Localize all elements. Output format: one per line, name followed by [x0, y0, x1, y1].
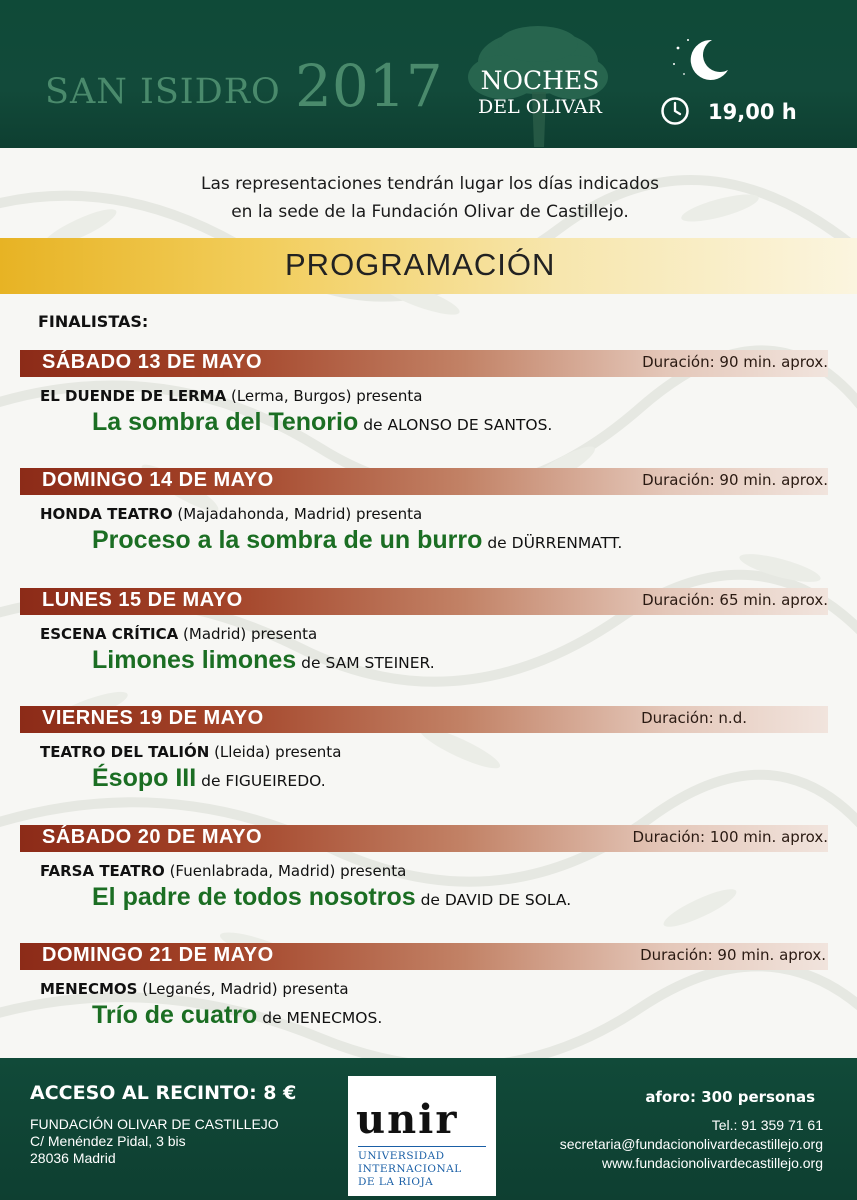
- event-date: SÁBADO 13 DE MAYO: [42, 351, 263, 373]
- unir-logo: [348, 1076, 496, 1196]
- play-author: de MENECMOS.: [262, 1009, 383, 1027]
- intro-line-2: en la sede de la Fundación Olivar de Castillejo.: [231, 202, 629, 222]
- company-location: (Lerma, Burgos) presenta: [230, 387, 423, 405]
- logo-subtitle: DEL OLIVAR: [478, 96, 602, 118]
- unir-line-2: INTERNACIONAL: [358, 1163, 462, 1175]
- unir-line-1: UNIVERSIDAD: [358, 1150, 445, 1162]
- street-address: C/ Menéndez Pidal, 3 bis: [30, 1133, 186, 1149]
- event-item: [0, 706, 857, 816]
- play-author: de FIGUEIREDO.: [201, 772, 326, 790]
- intro-text: [130, 170, 730, 226]
- event-date: SÁBADO 20 DE MAYO: [42, 826, 263, 848]
- company-name: ESCENA CRÍTICA: [40, 625, 179, 643]
- play-line: [92, 883, 571, 912]
- unir-divider: [358, 1146, 486, 1147]
- event-duration: Duración: n.d.: [641, 709, 747, 727]
- company-location: (Leganés, Madrid) presenta: [142, 980, 349, 998]
- organization-name: FUNDACIÓN OLIVAR DE CASTILLEJO: [30, 1116, 279, 1132]
- play-title: Proceso a la sombra de un burro: [92, 526, 483, 554]
- company-line: [40, 625, 317, 643]
- company-location: (Majadahonda, Madrid) presenta: [177, 505, 423, 523]
- header-banner: [0, 0, 857, 148]
- event-item: [0, 943, 857, 1053]
- play-line: [92, 1001, 382, 1030]
- play-line: [92, 764, 326, 793]
- play-line: [92, 646, 435, 675]
- company-location: (Madrid) presenta: [183, 625, 318, 643]
- event-duration: Duración: 100 min. aprox.: [632, 828, 828, 846]
- company-line: [40, 862, 406, 880]
- event-item: [0, 468, 857, 578]
- event-duration: Duración: 65 min. aprox.: [642, 591, 828, 609]
- play-line: [92, 526, 622, 555]
- company-name: TEATRO DEL TALIÓN: [40, 743, 210, 761]
- clock-icon: [660, 96, 690, 126]
- email-link[interactable]: secretaria@fundacionolivardecastillejo.org: [559, 1136, 823, 1152]
- company-location: (Fuenlabrada, Madrid) presenta: [169, 862, 407, 880]
- event-date: DOMINGO 14 DE MAYO: [42, 469, 274, 491]
- event-item: [0, 825, 857, 935]
- contact-block: [560, 1116, 823, 1173]
- company-line: [40, 980, 349, 998]
- play-title: Ésopo III: [92, 764, 197, 792]
- start-time: 19,00 h: [708, 100, 797, 124]
- event-date: DOMINGO 21 DE MAYO: [42, 944, 274, 966]
- play-title: La sombra del Tenorio: [92, 408, 359, 436]
- play-title: Trío de cuatro: [92, 1001, 258, 1029]
- play-title: El padre de todos nosotros: [92, 883, 416, 911]
- company-line: [40, 743, 341, 761]
- play-author: de DAVID DE SOLA.: [420, 891, 572, 909]
- city-address: 28036 Madrid: [30, 1150, 116, 1166]
- event-date: VIERNES 19 DE MAYO: [42, 707, 264, 729]
- intro-line-1: Las representaciones tendrán lugar los días indicados: [200, 174, 659, 194]
- unir-subtitle: [358, 1150, 490, 1189]
- footer: [0, 1058, 857, 1200]
- moon-icon: [668, 34, 732, 82]
- event-year: 2017: [295, 52, 443, 120]
- phone: Tel.: 91 359 71 61: [711, 1117, 823, 1133]
- event-name: SAN ISIDRO: [45, 72, 281, 112]
- event-duration: Duración: 90 min. aprox.: [640, 946, 826, 964]
- play-title: Limones limones: [92, 646, 297, 674]
- event-item: [0, 588, 857, 698]
- capacity: aforo: 300 personas: [645, 1088, 815, 1106]
- address-block: [30, 1116, 279, 1167]
- finalists-label: FINALISTAS:: [38, 312, 149, 331]
- event-duration: Duración: 90 min. aprox.: [642, 471, 828, 489]
- access-price: ACCESO AL RECINTO: 8 €: [30, 1082, 297, 1104]
- company-line: [40, 505, 422, 523]
- unir-line-3: DE LA RIOJA: [358, 1176, 434, 1188]
- company-location: (Lleida) presenta: [214, 743, 342, 761]
- event-item: [0, 350, 857, 460]
- play-author: de ALONSO DE SANTOS.: [363, 416, 553, 434]
- logo-title: NOCHES: [480, 66, 600, 95]
- company-name: HONDA TEATRO: [40, 505, 173, 523]
- event-duration: Duración: 90 min. aprox.: [642, 353, 828, 371]
- play-author: de DÜRRENMATT.: [487, 534, 623, 552]
- play-author: de SAM STEINER.: [301, 654, 435, 672]
- company-name: EL DUENDE DE LERMA: [40, 387, 227, 405]
- company-name: FARSA TEATRO: [40, 862, 165, 880]
- unir-wordmark: unir: [356, 1096, 459, 1143]
- event-date: LUNES 15 DE MAYO: [42, 589, 243, 611]
- play-line: [92, 408, 552, 437]
- section-title: PROGRAMACIÓN: [285, 247, 556, 282]
- company-line: [40, 387, 422, 405]
- website-link[interactable]: www.fundacionolivardecastillejo.org: [601, 1155, 823, 1171]
- company-name: MENECMOS: [40, 980, 138, 998]
